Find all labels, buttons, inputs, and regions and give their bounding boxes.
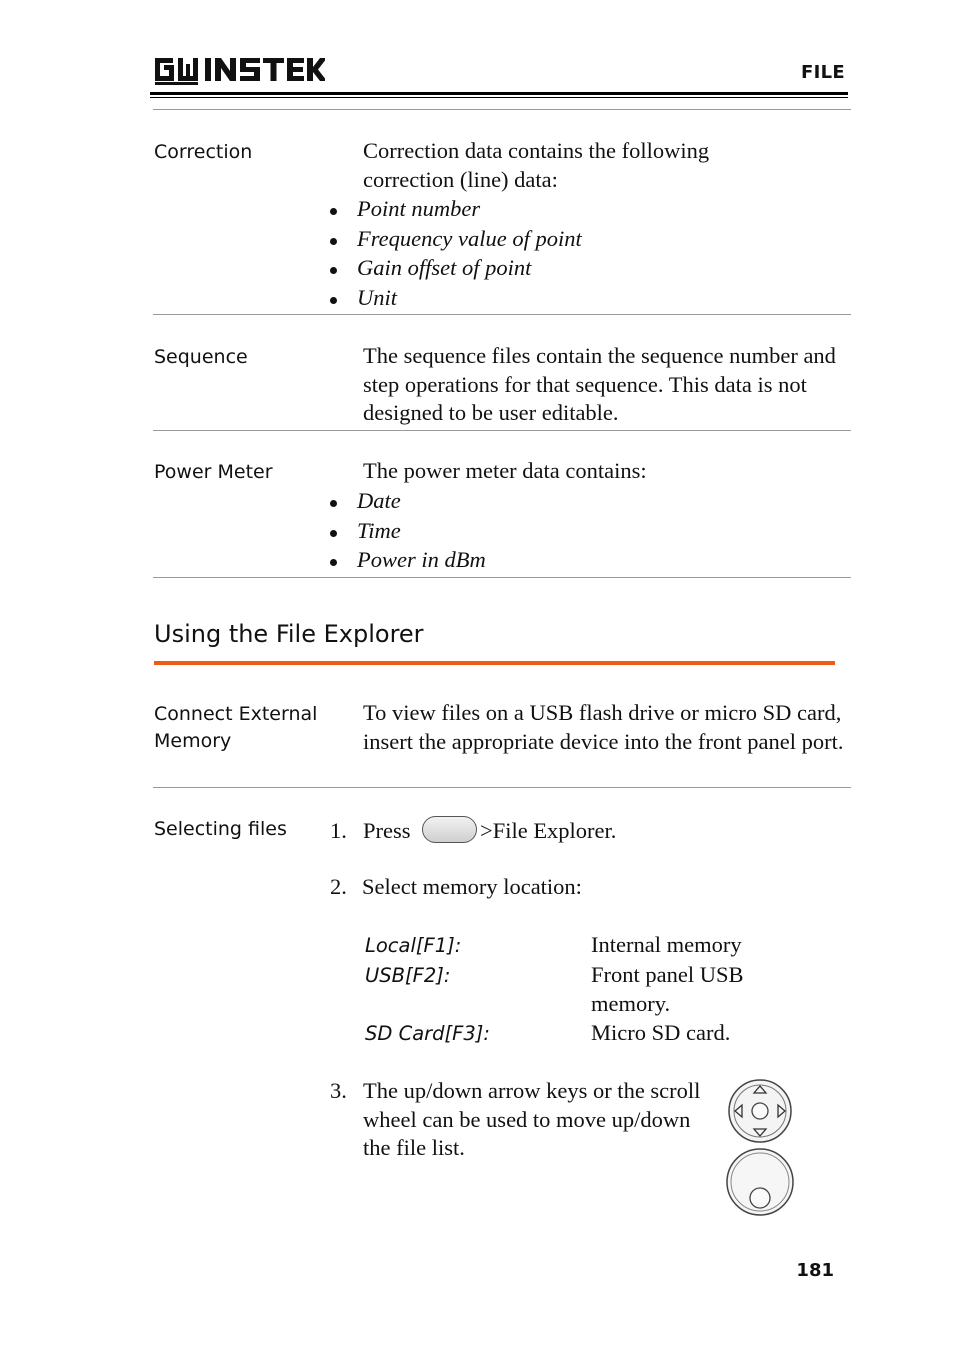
- gw-instek-logo: [153, 54, 325, 86]
- connect-memory-label: Connect External Memory: [154, 703, 318, 752]
- divider: [153, 430, 851, 431]
- sequence-label: Sequence: [154, 346, 248, 368]
- power-meter-item: Power in dBm: [357, 547, 486, 572]
- memory-option-value: Internal memory: [591, 932, 742, 957]
- step-3-text: The up/down arrow keys or the scroll wheel can be used to move up/down the file list.: [363, 1078, 701, 1160]
- divider: [153, 577, 851, 578]
- memory-option-value: Micro SD card.: [591, 1020, 731, 1045]
- power-meter-label: Power Meter: [154, 461, 273, 483]
- step-number: 3.: [330, 1078, 347, 1103]
- file-key-icon: [422, 816, 477, 843]
- power-meter-item: Date: [357, 488, 401, 513]
- divider: [153, 314, 851, 315]
- divider: [153, 787, 851, 788]
- correction-item: Point number: [357, 196, 481, 221]
- step-2-text: Select memory location:: [362, 874, 582, 899]
- bullet: [330, 238, 337, 245]
- bullet: [330, 267, 337, 274]
- correction-description: Correction data contains the following correction (line) data:: [363, 138, 710, 192]
- selecting-files-label: Selecting files: [154, 818, 287, 840]
- correction-item: Frequency value of point: [357, 226, 582, 251]
- header-section-title: FILE: [801, 62, 845, 83]
- bullet: [330, 208, 337, 215]
- step-1-prefix: Press: [363, 818, 411, 843]
- bullet: [330, 297, 337, 304]
- bullet: [330, 559, 337, 566]
- memory-option-key: SD Card[F3]:: [365, 1022, 490, 1045]
- page-number: 181: [796, 1260, 834, 1281]
- connect-memory-description: To view files on a USB flash drive or micro SD card, insert the appropriate device into the front panel port.: [363, 700, 844, 754]
- memory-option-value: Front panel USB memory.: [591, 962, 744, 1016]
- sequence-description: The sequence files contain the sequence number and step operations for that sequence. This data is not designed to be user editable.: [363, 343, 836, 425]
- step-number: 2.: [330, 874, 347, 899]
- step-1-suffix: >File Explorer.: [480, 818, 617, 843]
- power-meter-description: The power meter data contains:: [363, 458, 647, 483]
- scroll-wheel-icon: [725, 1147, 795, 1217]
- correction-item: Unit: [357, 285, 398, 310]
- correction-item: Gain offset of point: [357, 255, 532, 280]
- bullet: [330, 530, 337, 537]
- arrow-keys-icon: [726, 1078, 794, 1144]
- power-meter-item: Time: [357, 518, 401, 543]
- section-title: Using the File Explorer: [154, 620, 424, 648]
- divider: [153, 109, 851, 110]
- correction-label: Correction: [154, 141, 253, 163]
- section-accent-rule: [154, 661, 835, 665]
- step-number: 1.: [330, 818, 347, 843]
- memory-option-key: USB[F2]:: [365, 964, 451, 987]
- header-rule-thin: [150, 97, 848, 98]
- bullet: [330, 500, 337, 507]
- memory-option-key: Local[F1]:: [365, 934, 462, 957]
- header-rule-thick: [150, 92, 848, 95]
